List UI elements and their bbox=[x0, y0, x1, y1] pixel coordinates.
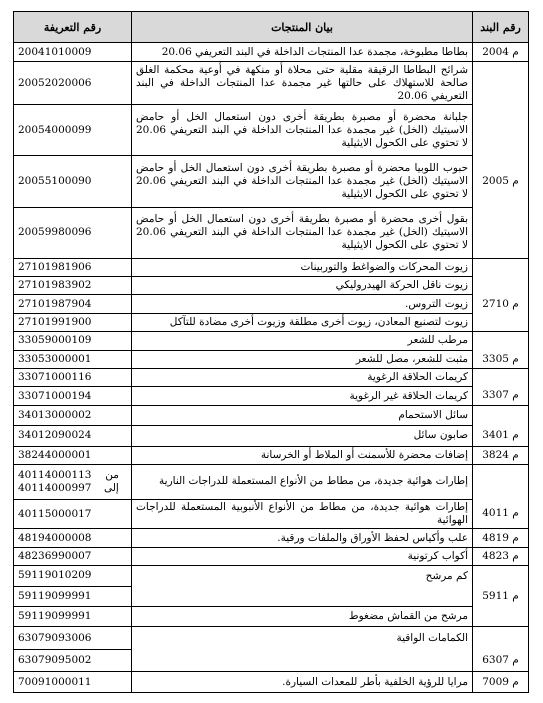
code-cell: 33071000116 bbox=[14, 368, 132, 386]
desc-cell: مرايا للرؤية الخلفية بأطر للمعدات السيارة. bbox=[132, 672, 473, 693]
band-cell: م 4011 bbox=[473, 499, 529, 529]
table-row bbox=[14, 277, 529, 295]
band-cell: م 2710 bbox=[473, 295, 529, 313]
header-band: رقم البند bbox=[473, 12, 529, 43]
table-row bbox=[14, 547, 529, 565]
desc-cell: مرشح من القماش مضغوط bbox=[132, 607, 473, 627]
code-cell: 33071000194 bbox=[14, 387, 132, 405]
table-row bbox=[14, 607, 529, 627]
band-cell bbox=[473, 607, 529, 627]
table-row bbox=[14, 566, 529, 586]
desc-cell: علب وأكياس لحفظ الأوراق والملفات ورقية. bbox=[132, 529, 473, 547]
desc-cell: إطارات هوائية جديدة، من مطاط من الأنواع الأنبوبية المستعملة للدراجات الهوائية bbox=[132, 499, 473, 529]
range-from-label: من bbox=[105, 468, 119, 481]
table-row bbox=[14, 446, 529, 464]
table-row bbox=[14, 426, 529, 446]
desc-cell: زيوت المحركات والضواغط والتوربينات bbox=[132, 258, 473, 276]
code-value: 40114000113 bbox=[18, 468, 92, 481]
desc-cell: الكمامات الواقية bbox=[132, 627, 473, 649]
band-cell: م 3305 bbox=[473, 350, 529, 368]
table-row bbox=[14, 156, 529, 207]
header-desc: بيان المنتجات bbox=[132, 12, 473, 43]
desc-cell: إطارات هوائية جديدة، من مطاط من الأنواع المستعملة للدراجات النارية bbox=[132, 465, 473, 500]
code-cell: 34013000002 bbox=[14, 405, 132, 425]
code-cell: 27101983902 bbox=[14, 277, 132, 295]
table-row bbox=[14, 62, 529, 105]
table-row bbox=[14, 387, 529, 405]
desc-cell: مثبت للشعر، مصل للشعر bbox=[132, 350, 473, 368]
band-cell bbox=[473, 258, 529, 276]
table-row bbox=[14, 332, 529, 350]
header-code: رقم التعريفة bbox=[14, 12, 132, 43]
desc-cell: زيوت التروس. bbox=[132, 295, 473, 313]
table-header-row bbox=[14, 12, 529, 43]
desc-cell: كريمات الحلاقة الرغوية bbox=[132, 368, 473, 386]
desc-cell bbox=[132, 586, 473, 606]
band-cell bbox=[473, 62, 529, 105]
code-cell: 59119099991 bbox=[14, 586, 132, 606]
code-cell: 20055100090 bbox=[14, 156, 132, 207]
code-cell: 27101987904 bbox=[14, 295, 132, 313]
desc-cell: أكواب كرتونية bbox=[132, 547, 473, 565]
table-row bbox=[14, 313, 529, 331]
code-value: 40114000997 bbox=[18, 481, 92, 494]
band-cell: م 2005 bbox=[473, 156, 529, 207]
band-cell bbox=[473, 566, 529, 586]
desc-cell bbox=[132, 649, 473, 671]
code-cell: 20052020006 bbox=[14, 62, 132, 105]
desc-cell: حبوب اللوبيا محضرة أو مصبرة بطريقة أخرى دون استعمال الخل أو حامض الاسيتيك (الخل) غير مجمدة عدا المنتجات الداخلة في البند التعريفي 20.06 لا تحتوي على الكحول الايثيلية bbox=[132, 156, 473, 207]
code-cell: 33053000001 bbox=[14, 350, 132, 368]
desc-cell: زيوت ناقل الحركة الهيدروليكي bbox=[132, 277, 473, 295]
table-row bbox=[14, 43, 529, 62]
band-cell: م 7009 bbox=[473, 672, 529, 693]
table-row bbox=[14, 499, 529, 529]
band-cell bbox=[473, 105, 529, 156]
code-cell: 48236990007 bbox=[14, 547, 132, 565]
band-cell bbox=[473, 627, 529, 649]
code-cell: 59119099991 bbox=[14, 607, 132, 627]
code-cell: 20054000099 bbox=[14, 105, 132, 156]
code-cell: 40115000017 bbox=[14, 499, 132, 529]
desc-cell: شرائح البطاطا الرقيقة مقلية حتى محلاة أو منكهة في أوعية محكمة الغلق صالحة للاستهلاك على حالتها غير مجمدة عدا المنتجات الداخلة في البند التعريفي 20.06 bbox=[132, 62, 473, 105]
table-row bbox=[14, 672, 529, 693]
band-cell: م 3824 bbox=[473, 446, 529, 464]
code-cell: 20041010009 bbox=[14, 43, 132, 62]
desc-cell: بطاطا مطبوخة، مجمدة عدا المنتجات الداخلة في البند التعريفي 20.06 bbox=[132, 43, 473, 62]
band-cell bbox=[473, 368, 529, 386]
desc-cell: زيوت لتصنيع المعادن، زيوت أخرى مطلقة وزيوت أخرى مضادة للتآكل bbox=[132, 313, 473, 331]
table-row bbox=[14, 627, 529, 649]
code-cell: 33059000109 bbox=[14, 332, 132, 350]
code-cell: 63079093006 bbox=[14, 627, 132, 649]
desc-cell: إضافات محضرة للأسمنت أو الملاط أو الخرسانة bbox=[132, 446, 473, 464]
table-row bbox=[14, 105, 529, 156]
band-cell: م 2004 bbox=[473, 43, 529, 62]
band-cell bbox=[473, 405, 529, 425]
table-row bbox=[14, 529, 529, 547]
band-cell bbox=[473, 277, 529, 295]
code-cell: 63079095002 bbox=[14, 649, 132, 671]
band-cell: م 6307 bbox=[473, 649, 529, 671]
tariff-table-container bbox=[13, 11, 529, 693]
table-row bbox=[14, 258, 529, 276]
code-cell: 38244000001 bbox=[14, 446, 132, 464]
code-cell: 27101991900 bbox=[14, 313, 132, 331]
table-row bbox=[14, 295, 529, 313]
code-range-cell bbox=[14, 465, 132, 500]
code-cell: 48194000008 bbox=[14, 529, 132, 547]
code-cell: 27101981906 bbox=[14, 258, 132, 276]
table-row bbox=[14, 586, 529, 606]
table-row bbox=[14, 368, 529, 386]
band-cell bbox=[473, 313, 529, 331]
code-cell: 70091000011 bbox=[14, 672, 132, 693]
code-cell: 20059980096 bbox=[14, 207, 132, 258]
tariff-table bbox=[13, 11, 529, 693]
desc-cell: جلبانة محضرة أو مصبرة بطريقة أخرى دون استعمال الخل أو حامض الاسيتيك (الخل) غير مجمدة عدا المنتجات الداخلة في البند التعريفي 20.06 لا تحتوي على الكحول الايثيلية bbox=[132, 105, 473, 156]
band-cell bbox=[473, 207, 529, 258]
band-cell bbox=[473, 465, 529, 500]
desc-cell: مرطب للشعر bbox=[132, 332, 473, 350]
table-row bbox=[14, 350, 529, 368]
band-cell: م 3307 bbox=[473, 387, 529, 405]
band-cell: م 4819 bbox=[473, 529, 529, 547]
table-row bbox=[14, 207, 529, 258]
table-row bbox=[14, 405, 529, 425]
table-row bbox=[14, 649, 529, 671]
desc-cell: كم مرشح bbox=[132, 566, 473, 586]
band-cell: م 4823 bbox=[473, 547, 529, 565]
code-cell: 59119010209 bbox=[14, 566, 132, 586]
band-cell bbox=[473, 332, 529, 350]
band-cell: م 5911 bbox=[473, 586, 529, 606]
code-cell: 34012090024 bbox=[14, 426, 132, 446]
desc-cell: بقول أخرى محضرة أو مصبرة بطريقة أخرى دون استعمال الخل أو حامض الاسيتيك (الخل) غير مجمدة عدا المنتجات الداخلة في البند التعريفي 20.06 لا تحتوي على الكحول الايثيلية bbox=[132, 207, 473, 258]
range-to-label: إلى bbox=[103, 481, 119, 494]
table-row bbox=[14, 465, 529, 500]
desc-cell: صابون سائل bbox=[132, 426, 473, 446]
band-cell: م 3401 bbox=[473, 426, 529, 446]
desc-cell: سائل الاستحمام bbox=[132, 405, 473, 425]
desc-cell: كريمات الحلاقة غير الرغوية bbox=[132, 387, 473, 405]
